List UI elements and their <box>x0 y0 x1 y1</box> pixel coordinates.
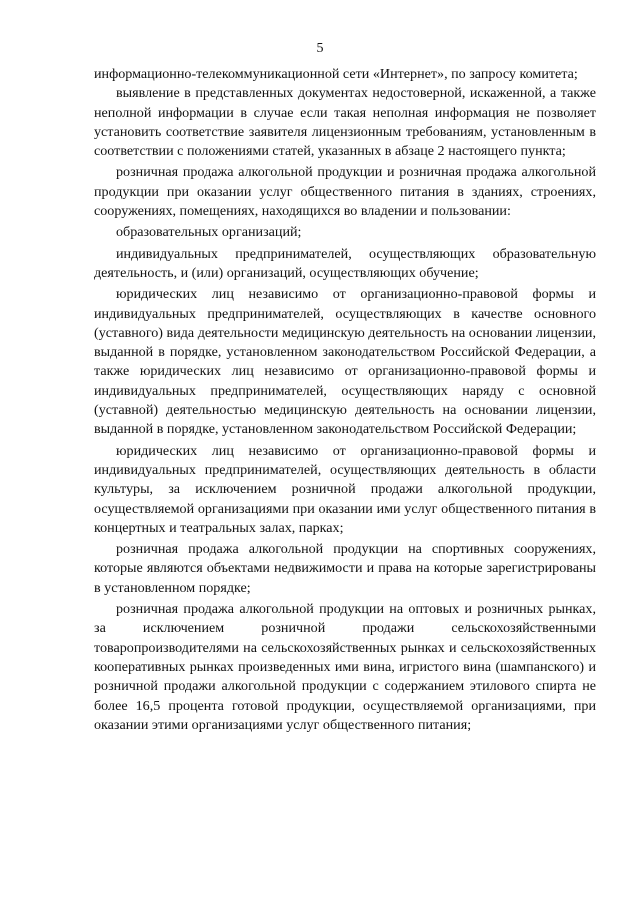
paragraph-7: юридических лиц независимо от организационно-правовой формы и индивидуальных предпринимателей, осуществляющих деятельность в области культуры, за исключением розничной продажи алкогольной продукции, осуществляемой организациями при оказании ими услуг общественного питания в концертных и театральных залах, парках; <box>94 442 596 536</box>
paragraph-4: образовательных организаций; <box>116 224 302 241</box>
paragraph-5: индивидуальных предпринимателей, осуществляющих образовательную деятельность, и (или) организаций, осуществляющих обучение; <box>94 245 596 281</box>
paragraph-9: розничная продажа алкогольной продукции на оптовых и розничных рынках, за исключением розничной продажи сельскохозяйственными товаропроизводителями на сельскохозяйственных рынках и сельскохозяйственных кооперативных рынках произведенных ими вина, игристого вина (шампанского) и розничной продажи алкогольной продукции с содержанием этилового спирта не более 16,5 процента готовой продукции, осуществляемой организациями, при оказании этими организациями услуг общественного питания; <box>94 601 596 733</box>
paragraph-2: выявление в представленных документах недостоверной, искаженной, а также неполной информации в случае если такая неполная информация не позволяет установить соответствие заявителя лицензионным требованиям, установленным в соответствии с положениями статей, указанных в абзаце 2 настоящего пункта; <box>94 85 596 160</box>
page-number: 5 <box>316 41 324 56</box>
document-body <box>94 65 596 735</box>
paragraph-3: розничная продажа алкогольной продукции и розничная продажа алкогольной продукции при оказании услуг общественного питания в зданиях, строениях, сооружениях, помещениях, находящихся во владении и пользовании: <box>94 164 596 220</box>
paragraph-6: юридических лиц независимо от организационно-правовой формы и индивидуальных предпринимателей, осуществляющих в качестве основного (уставного) вида деятельности медицинскую деятельность на основании лицензии, выданной в порядке, установленном законодательством Российской Федерации, а также юридических лиц независимо от организационно-правовой формы и индивидуальных предпринимателей, осуществляющих наряду с основной (уставной) деятельностью медицинскую деятельность на основании лицензии, выданной в порядке, установленном законодательством Российской Федерации; <box>94 286 596 438</box>
paragraph-1: информационно-телекоммуникационной сети «Интернет», по запросу комитета; <box>94 66 578 82</box>
paragraph-8: розничная продажа алкогольной продукции на спортивных сооружениях, которые являются объектами недвижимости и права на которые зарегистрированы в установленном порядке; <box>94 541 596 596</box>
